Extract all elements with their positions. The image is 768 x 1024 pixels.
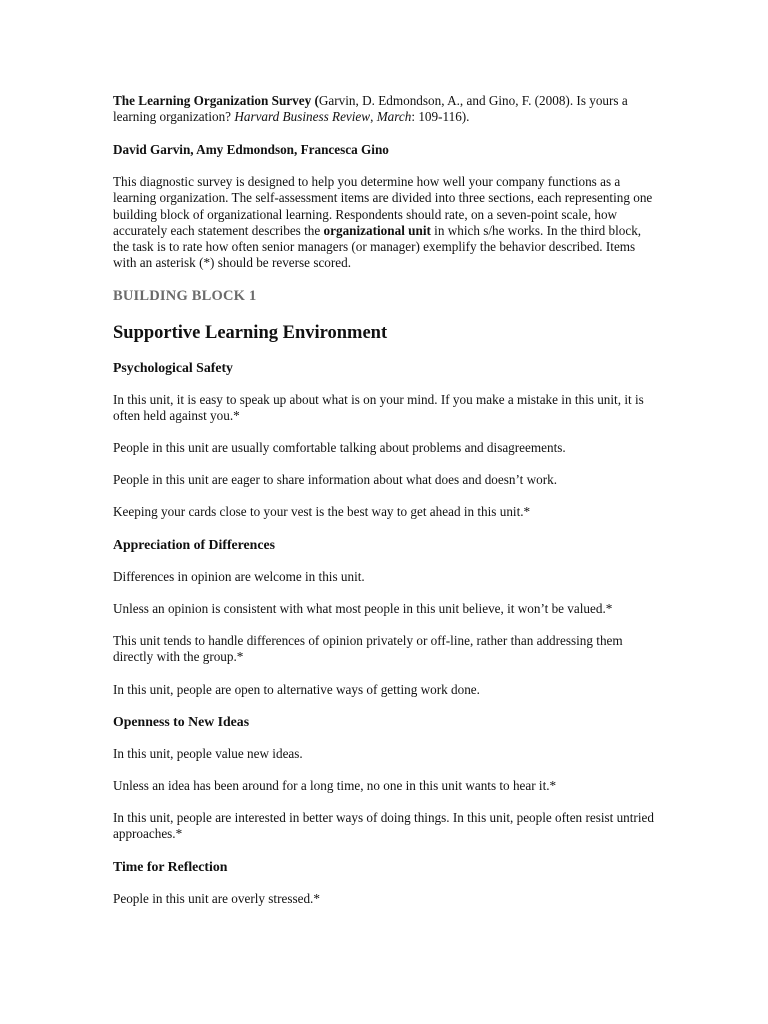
citation-pages: : 109-116). xyxy=(411,109,470,125)
intro-paragraph xyxy=(113,174,658,272)
survey-item: In this unit, people are open to alternative ways of getting work done. xyxy=(113,682,480,697)
subsection-heading-time-for-reflection: Time for Reflection xyxy=(113,859,228,874)
survey-item: In this unit, people are interested in better ways of doing things. In this unit, people often resist untried approaches.* xyxy=(113,810,654,842)
intro-text-start: This diagnostic survey is designed to help you determine how well your company functions as a learning organization. The self-assessment items are divided into three sections, each representing one building block of organizational learning. Respondents should rate, on a seven-point scale, how accurately each statement describes the xyxy=(113,174,653,238)
subsection-heading-appreciation-of-differences: Appreciation of Differences xyxy=(113,537,275,552)
survey-item: People in this unit are usually comfortable talking about problems and disagreements. xyxy=(113,440,566,455)
intro-bold-term: organizational unit xyxy=(323,222,431,238)
citation-month: March xyxy=(376,109,412,125)
survey-item: People in this unit are overly stressed.* xyxy=(113,891,320,906)
survey-item: Differences in opinion are welcome in this unit. xyxy=(113,569,365,584)
subsection-heading-psychological-safety: Psychological Safety xyxy=(113,360,233,375)
citation-authors: Garvin, D. Edmondson, A., and Gino, F. (2008). Is yours a learning organization? xyxy=(113,93,628,125)
survey-item: This unit tends to handle differences of opinion privately or off-line, rather than addressing them directly with the group.* xyxy=(113,633,623,665)
survey-item: People in this unit are eager to share information about what does and doesn’t work. xyxy=(113,472,557,487)
survey-item: In this unit, it is easy to speak up about what is on your mind. If you make a mistake in this unit, it is often held against you.* xyxy=(113,392,644,424)
intro-text-end: in which s/he works. In the third block, the task is to rate how often senior managers (or manager) exemplify the behavior described. Items with an asterisk (*) should be reverse scored. xyxy=(113,222,642,271)
survey-item: Keeping your cards close to your vest is the best way to get ahead in this unit.* xyxy=(113,504,531,519)
survey-title: The Learning Organization Survey ( xyxy=(113,93,319,108)
citation-journal: Harvard Business Review xyxy=(234,109,371,125)
survey-item: Unless an idea has been around for a long time, no one in this unit wants to hear it.* xyxy=(113,778,557,793)
authors-line: David Garvin, Amy Edmondson, Francesca Gino xyxy=(113,142,389,157)
building-block-label: BUILDING BLOCK 1 xyxy=(113,288,257,304)
citation-comma: , xyxy=(370,109,377,125)
section-main-heading: Supportive Learning Environment xyxy=(113,323,388,343)
survey-item: Unless an opinion is consistent with what most people in this unit believe, it won’t be valued.* xyxy=(113,601,613,616)
survey-item: In this unit, people value new ideas. xyxy=(113,746,303,761)
subsection-heading-openness-to-new-ideas: Openness to New Ideas xyxy=(113,714,250,729)
citation-paragraph xyxy=(113,93,658,126)
